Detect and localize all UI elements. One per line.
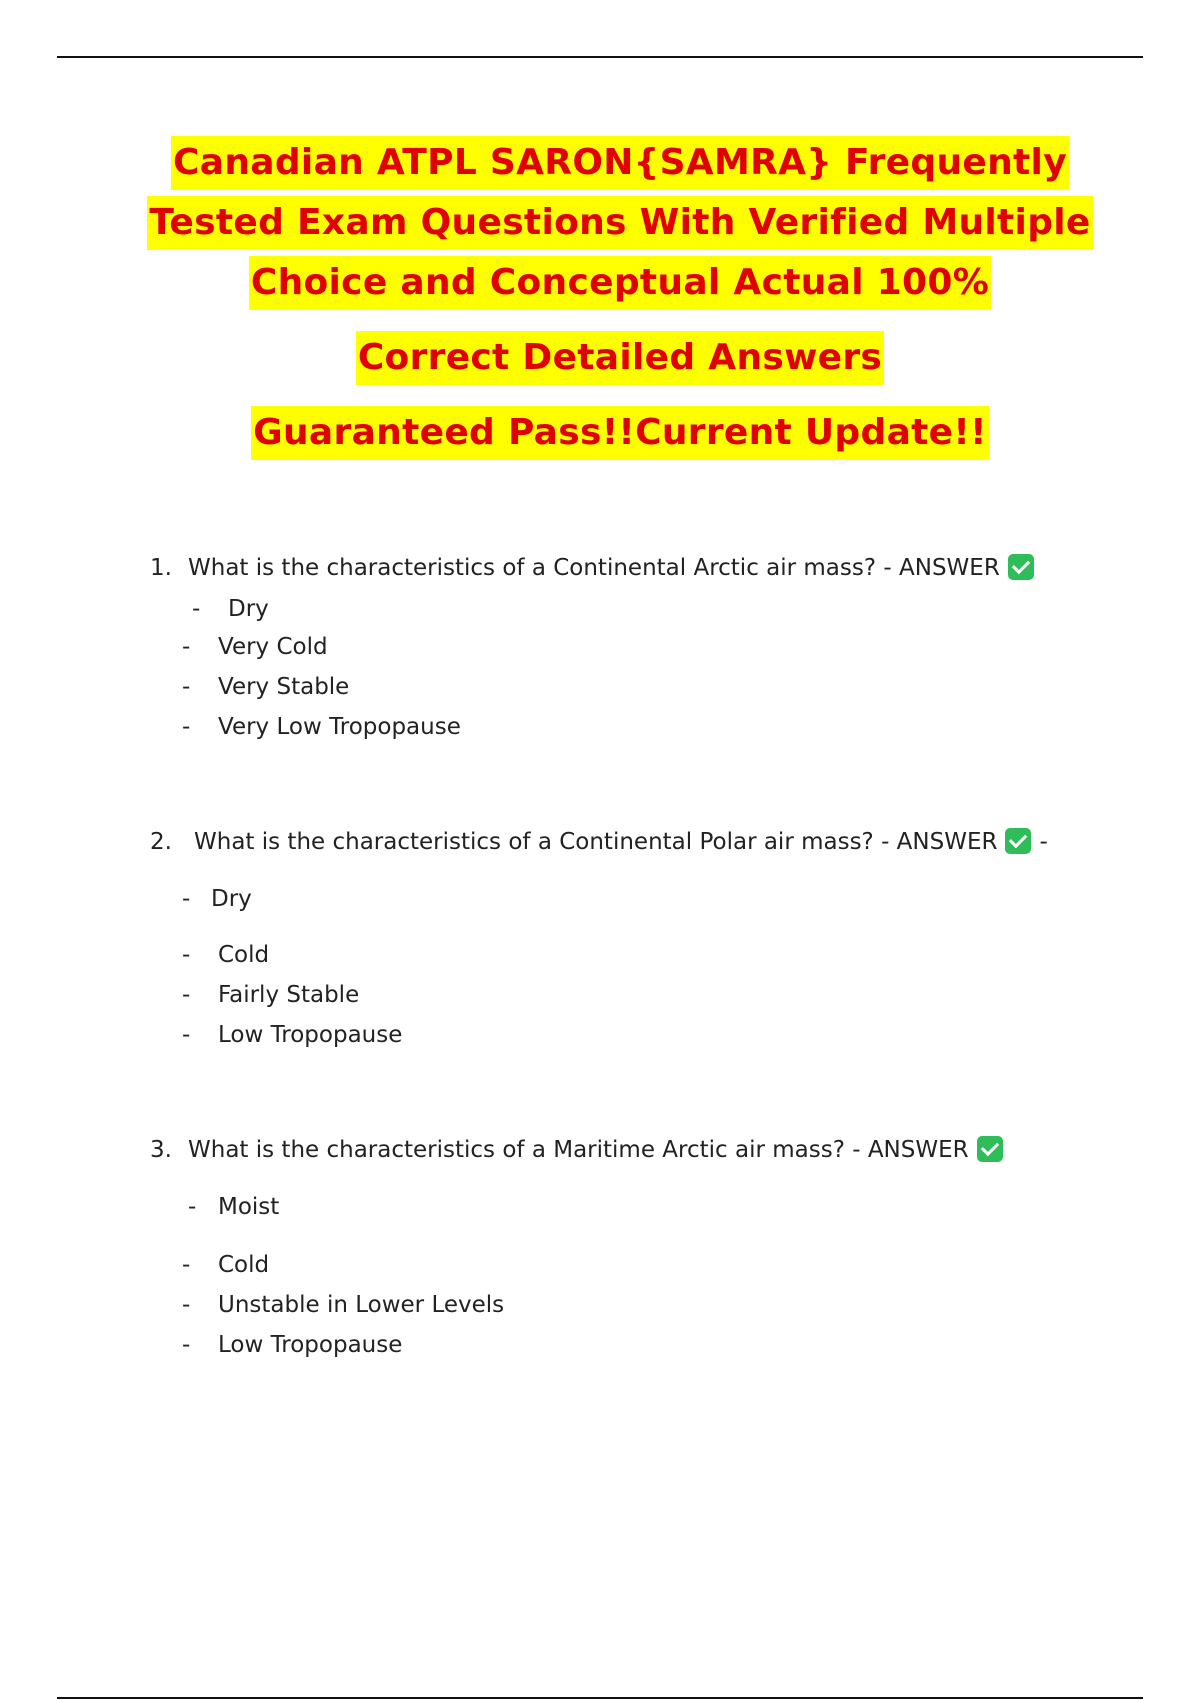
check-icon (1008, 554, 1034, 580)
question-text: What is the characteristics of a Continental Polar air mass? - ANSWER (194, 829, 998, 855)
answer-text: Moist (218, 1194, 280, 1220)
document-title (100, 142, 1140, 475)
answer-text: Low Tropopause (218, 1332, 403, 1358)
title-line-2: Tested Exam Questions With Verified Multiple (100, 205, 1140, 265)
trailing-dash: - (1039, 829, 1048, 855)
title-line-5: Guaranteed Pass!!Current Update!! (100, 415, 1140, 475)
question-2 (150, 828, 1048, 855)
answer-text: Dry (211, 886, 252, 912)
bottom-rule (57, 1697, 1143, 1699)
answer-text: Low Tropopause (218, 1022, 403, 1048)
answer-text: Very Stable (218, 674, 350, 700)
title-line-1: Canadian ATPL SARON{SAMRA} Frequently (100, 145, 1140, 205)
check-icon (977, 1136, 1003, 1162)
question-1 (150, 554, 1034, 581)
answer-text: Very Low Tropopause (218, 714, 461, 740)
title-line-3: Choice and Conceptual Actual 100% (100, 265, 1140, 340)
answer-text: Unstable in Lower Levels (218, 1292, 505, 1318)
question-text: What is the characteristics of a Continental Arctic air mass? - ANSWER (188, 555, 1000, 581)
question-number: 2. (150, 829, 172, 855)
top-rule (57, 56, 1143, 58)
title-line-4: Correct Detailed Answers (100, 340, 1140, 415)
question-number: 3. (150, 1137, 172, 1163)
answer-text: Cold (218, 1252, 270, 1278)
answer-text: Fairly Stable (218, 982, 360, 1008)
check-icon (1005, 828, 1031, 854)
answer-text: Very Cold (218, 634, 328, 660)
answer-text: Dry (228, 596, 269, 622)
question-3 (150, 1136, 1003, 1163)
question-text: What is the characteristics of a Maritime Arctic air mass? - ANSWER (188, 1137, 969, 1163)
answer-text: Cold (218, 942, 270, 968)
question-number: 1. (150, 555, 172, 581)
